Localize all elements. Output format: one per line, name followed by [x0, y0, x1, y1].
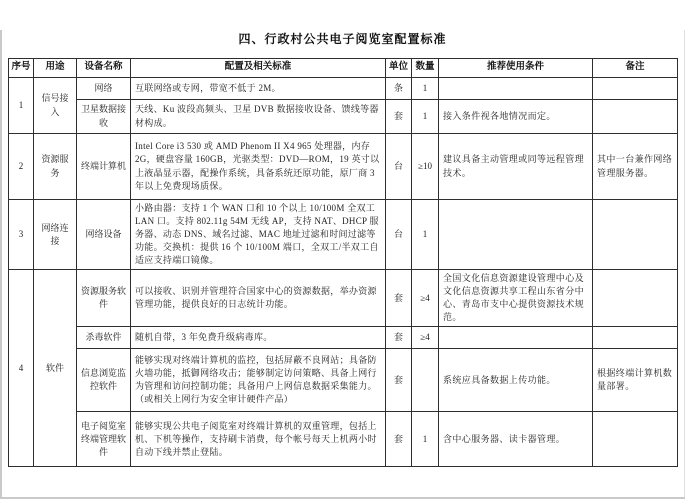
table-row-terminal-computer	[9, 134, 678, 200]
col-header-purpose: 用途	[34, 59, 77, 78]
cell-no: 4	[9, 270, 34, 467]
cell-config: 能够实现公共电子阅览室对终端计算机的双重管理，包括上机、下机等操作，支持刷卡消费，每个帐号每天上机两小时自动下线并禁止登陆。	[131, 412, 386, 467]
cell-config: 小路由器：支持 1 个 WAN 口和 10 个以上 10/100M 全双工 LAN 口。支持 802.11g 54M 无线 AP，支持 NAT、DHCP 服务器、动态 DNS、域名过滤、MAC 地址过滤和时间过滤等功能。交换机：提供 16 个 10/100M 端口，全双工/半双工自适应支持端口镜像。	[131, 200, 386, 270]
cell-unit: 套	[386, 100, 412, 134]
cell-note	[593, 100, 678, 134]
table-row-network-equipment	[9, 200, 678, 270]
cell-config: 随机自带，3 年免费升级病毒库。	[131, 327, 386, 349]
cell-qty: 1	[412, 100, 439, 134]
cell-note	[593, 327, 678, 349]
cell-unit: 套	[386, 349, 412, 412]
cell-no: 2	[9, 134, 34, 200]
cell-config: 可以接收、识别并管理符合国家中心的资源数据，举办资源管理功能，提供良好的日志统计功能。	[131, 270, 386, 327]
cell-device: 信息浏览监控软件	[77, 349, 131, 412]
col-header-note: 备注	[593, 59, 678, 78]
cell-device: 卫星数据接收	[77, 100, 131, 134]
cell-unit: 套	[386, 412, 412, 467]
cell-condition: 系统应具备数据上传功能。	[439, 349, 593, 412]
cell-condition: 建议具备主动管理或同等远程管理技术。	[439, 134, 593, 200]
cell-device: 网络设备	[77, 200, 131, 270]
page-title: 四、行政村公共电子阅览室配置标准	[238, 32, 447, 46]
col-header-unit: 单位	[386, 59, 412, 78]
cell-qty: 1	[412, 200, 439, 270]
scanned-document	[0, 30, 685, 499]
col-header-no: 序号	[9, 59, 34, 78]
table-row-antivirus	[9, 327, 678, 349]
cell-qty: ≥10	[412, 134, 439, 200]
cell-unit: 台	[386, 134, 412, 200]
config-standards-table	[8, 58, 678, 467]
table-header-row	[9, 59, 678, 78]
cell-device: 网络	[77, 78, 131, 100]
cell-note	[593, 200, 678, 270]
col-header-config: 配置及相关标准	[131, 59, 386, 78]
cell-note	[593, 270, 678, 327]
cell-note	[593, 78, 678, 100]
cell-unit: 套	[386, 327, 412, 349]
cell-condition	[439, 327, 593, 349]
cell-config: 互联网络或专网，带宽不低于 2M。	[131, 78, 386, 100]
cell-config: Intel Core i3 530 或 AMD Phenom II X4 965 处理器，内存 2G，硬盘容量 160GB，光驱类型：DVD—ROM，19 英寸以上液晶显示器，配操作系统，具备系统还原功能，原厂商 3 年以上免费现场质保。	[131, 134, 386, 200]
cell-qty: ≥4	[412, 270, 439, 327]
cell-device: 电子阅览室终端管理软件	[77, 412, 131, 467]
cell-purpose: 信号接入	[34, 78, 77, 134]
cell-qty: ≥4	[412, 327, 439, 349]
cell-no: 1	[9, 78, 34, 134]
cell-qty: 1	[412, 412, 439, 467]
cell-condition: 含中心服务器、读卡器管理。	[439, 412, 593, 467]
cell-device: 资源服务软件	[77, 270, 131, 327]
cell-condition	[439, 78, 593, 100]
cell-qty: 1	[412, 78, 439, 100]
cell-config: 能够实现对终端计算机的监控，包括屏蔽不良网站；具备防火墙功能，抵御网络攻击；能够制定访问策略、具备上网行为管理和访问控制功能；具备用户上网信息数据采集能力。（或相关上网行为安全审计硬件产品）	[131, 349, 386, 412]
col-header-qty: 数量	[412, 59, 439, 78]
cell-no: 3	[9, 200, 34, 270]
cell-device: 杀毒软件	[77, 327, 131, 349]
cell-purpose: 资源服务	[34, 134, 77, 200]
cell-note: 其中一台兼作网络管理服务器。	[593, 134, 678, 200]
cell-qty	[412, 349, 439, 412]
col-header-device: 设备名称	[77, 59, 131, 78]
table-row-satellite	[9, 100, 678, 134]
cell-condition	[439, 200, 593, 270]
cell-note	[593, 412, 678, 467]
cell-config: 天线、Ku 波段高频头、卫星 DVB 数据接收设备、馈线等器材构成。	[131, 100, 386, 134]
cell-condition: 接入条件视各地情况而定。	[439, 100, 593, 134]
table-row-browsing-monitor	[9, 349, 678, 412]
cell-device: 终端计算机	[77, 134, 131, 200]
cell-unit: 台	[386, 200, 412, 270]
table-row-network	[9, 78, 678, 100]
table-row-reading-room-management	[9, 412, 678, 467]
cell-unit: 套	[386, 270, 412, 327]
cell-purpose: 网络连接	[34, 200, 77, 270]
cell-condition: 全国文化信息资源建设管理中心及文化信息资源共享工程山东省分中心、青岛市支中心提供资源技术规范。	[439, 270, 593, 327]
cell-purpose: 软件	[34, 270, 77, 467]
cell-unit: 条	[386, 78, 412, 100]
col-header-condition: 推荐使用条件	[439, 59, 593, 78]
table-row-resource-software	[9, 270, 678, 327]
cell-note: 根据终端计算机数量部署。	[593, 349, 678, 412]
